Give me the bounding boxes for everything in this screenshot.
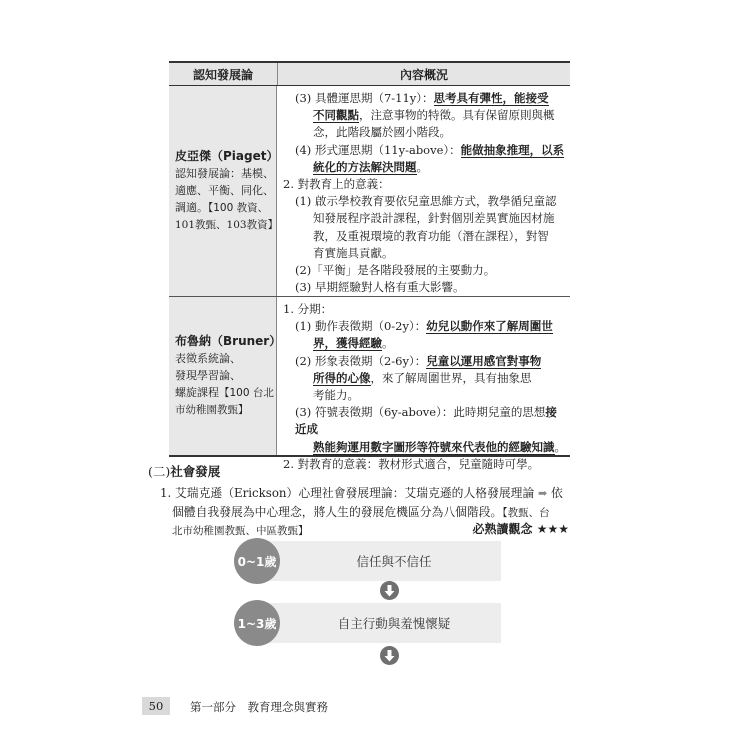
content-line: (1) 動作表徵期（0-2y）：幼兒以動作來了解周圍世 [295, 319, 553, 334]
stage-bar [257, 603, 501, 643]
table-row [169, 86, 570, 296]
exam-tag: 北市幼稚園教甄、中區教甄】 [172, 525, 309, 537]
content-line: (2)「平衡」是各階段發展的主要動力。 [295, 263, 496, 278]
arrow-down-icon [380, 646, 399, 665]
content-line: 不同觀點，注意事物的特徵。具有保留原則與概 [313, 108, 555, 123]
table-row [169, 296, 570, 471]
content-line: 育實施具貢獻。 [313, 245, 394, 260]
paragraph-line: 1. 艾瑞克遜（Erickson）心理社會發展理論：艾瑞克遜的人格發展理論 ➡ 依 [160, 486, 563, 500]
section-title [148, 462, 220, 480]
must-read-badge: 必熟讀觀念 ★★★ [472, 522, 569, 536]
stage-bar [257, 541, 501, 581]
exam-tag: 市幼稚園教甄】 [175, 404, 249, 416]
content-cell [277, 86, 570, 296]
section-number: (二) [148, 464, 171, 479]
content-line: 統化的方法解決問題。 [313, 159, 428, 174]
content-line: 2. 對教育上的意義： [283, 177, 390, 192]
section-title-text: 社會發展 [170, 464, 221, 479]
theory-desc-line: 螺旋課程【100 台北 [175, 386, 274, 399]
stage-label: 信任與不信任 [356, 554, 432, 569]
content-line: 界，獲得經驗。 [313, 336, 394, 351]
exam-tag: 【100 台北 [219, 387, 274, 399]
theory-desc-line: 表徵系統論、 [175, 352, 241, 365]
arrow-down-icon [380, 581, 399, 600]
theory-desc-line: 發現學習論、 [175, 369, 241, 382]
theory-cell-bruner [169, 297, 282, 455]
content-line: 1. 分期： [283, 302, 333, 316]
theory-desc-line: 認知發展論：基模、 [175, 167, 274, 180]
content-cell [277, 297, 570, 471]
content-line: 所得的心像，來了解周圍世界，具有抽象思 [313, 370, 532, 385]
theory-table [169, 61, 570, 471]
theorist-name: 布魯納（Bruner） [175, 334, 282, 348]
content-line: 念，此階段屬於國小階段。 [313, 125, 451, 140]
content-line: 2. 對教育的意義：教材形式適合，兒童隨時可學。 [283, 456, 540, 471]
content-line: (1) 啟示學校教育要依兒童思維方式，教學循兒童認 [295, 194, 557, 209]
theorist-name: 皮亞傑（Piaget） [175, 149, 279, 163]
exam-tag: 【教甄、台 [502, 507, 550, 519]
content-line: (3) 早期經驗對人格有重大影響。 [295, 280, 465, 295]
footer-title: 第一部分 教育理念與實務 [190, 700, 328, 714]
age-circle: 1~3歲 [234, 600, 280, 646]
theory-desc-line: 調適。【100 教資、 [175, 201, 269, 214]
stage-label: 自主行動與羞愧懷疑 [337, 616, 451, 631]
theory-cell-piaget [169, 86, 277, 296]
arrow-right-icon: ➡ [538, 487, 548, 500]
content-line: 教，及重視環境的教育功能（潛在課程），對智 [313, 228, 549, 243]
content-line: 考能力。 [313, 388, 359, 403]
exam-tag: 【100 教資、 [208, 202, 269, 214]
paragraph-line: 個體自我發展為中心理念，將人生的發展危機區分為八個階段。【教甄、台 [172, 505, 550, 519]
content-line: 知發展程序設計課程，針對個別差異實施因材施 [313, 211, 555, 226]
header-col1: 認知發展論 [169, 63, 278, 85]
header-col2: 內容概況 [399, 67, 448, 82]
table-header [169, 63, 570, 86]
theory-desc-line: 適應、平衡、同化、 [175, 184, 274, 197]
content-line: (4) 形式運思期（11y-above）：能做抽象推理，以系 [295, 142, 565, 157]
content-line: (3) 符號表徵期（6y-above）：此時期兒童的思想接近成 [295, 405, 557, 437]
content-line: (2) 形象表徵期（2-6y）：兒童以運用感官對事物 [295, 353, 542, 368]
exam-tag: 101教甄、103教資】 [175, 219, 279, 231]
content-line: (3) 具體運思期（7-11y）：思考具有彈性，能接受 [295, 91, 549, 105]
content-line: 熟能夠運用數字圖形等符號來代表他的經驗知識。 [313, 439, 566, 454]
age-circle: 0~1歲 [234, 538, 280, 584]
page-number: 50 [142, 697, 170, 715]
